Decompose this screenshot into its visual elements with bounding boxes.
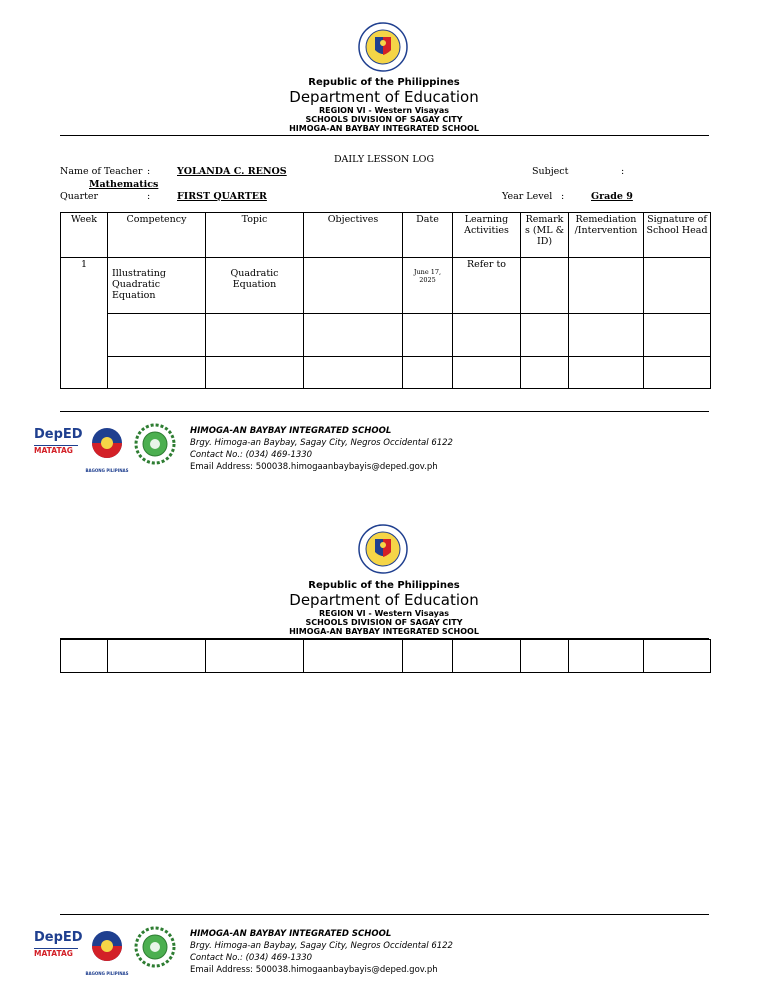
footer-email: Email Address: 500038.himogaanbaybayis@deped.gov.ph: [190, 965, 438, 975]
header-activities: Learning Activities: [453, 213, 521, 258]
region-text: REGION VI - Western Visayas: [319, 609, 449, 618]
cell-competency: Illustrating Quadratic Equation: [108, 258, 206, 314]
table-header-row: [61, 213, 711, 258]
table-row: [61, 314, 711, 357]
footer-info: [190, 928, 453, 976]
form-title: DAILY LESSON LOG: [333, 154, 435, 165]
footer-address: Brgy. Himoga-an Baybay, Sagay City, Negros Occidental 6122: [190, 941, 453, 951]
subject-value: Mathematics: [89, 179, 159, 190]
table-row: [61, 258, 711, 314]
department-text: Department of Education: [289, 591, 479, 609]
division-text: SCHOOLS DIVISION OF SAGAY CITY: [305, 618, 463, 627]
quarter-label: Quarter: [60, 191, 99, 202]
deped-seal-icon: [358, 524, 408, 574]
bagong-pilipinas-logo-icon: [86, 425, 128, 469]
header-rule: [60, 135, 709, 136]
footer-school: HIMOGA-AN BAYBAY INTEGRATED SCHOOL: [190, 929, 392, 939]
footer-address: Brgy. Himoga-an Baybay, Sagay City, Negros Occidental 6122: [190, 438, 453, 448]
teacher-colon: :: [147, 166, 151, 177]
bagong-pilipinas-text: BAGONG PILIPINAS: [85, 971, 129, 976]
republic-text: Republic of the Philippines: [308, 77, 460, 88]
cell-week: 1: [61, 258, 108, 389]
bagong-pilipinas-logo-icon: [86, 928, 128, 972]
subject-colon: :: [621, 166, 625, 177]
header-topic: Topic: [206, 213, 304, 258]
teacher-label: Name of Teacher: [60, 166, 143, 177]
region-text: REGION VI - Western Visayas: [319, 106, 449, 115]
deped-seal-icon: [358, 22, 408, 72]
republic-text: Republic of the Philippines: [308, 580, 460, 591]
footer-email: Email Address: 500038.himogaanbaybayis@deped.gov.ph: [190, 462, 438, 472]
header-competency: Competency: [108, 213, 206, 258]
department-text: Department of Education: [289, 88, 479, 106]
letterhead: [0, 580, 768, 636]
teacher-value: YOLANDA C. RENOS: [177, 166, 287, 177]
table-row: [61, 640, 711, 673]
subject-label: Subject: [532, 166, 569, 177]
cell-objectives: [304, 258, 403, 314]
deped-matatag-logo: DepED MATATAG: [34, 930, 83, 958]
cell-remarks: [521, 258, 569, 314]
cell-date: June 17, 2025: [403, 258, 453, 314]
school-seal-icon: [134, 925, 176, 969]
header-signature: Signature of School Head: [644, 213, 711, 258]
footer-contact: Contact No.: (034) 469-1330: [190, 450, 313, 460]
quarter-colon: :: [147, 191, 151, 202]
quarter-value: FIRST QUARTER: [177, 191, 267, 202]
table-row: [61, 357, 711, 389]
header-week: Week: [61, 213, 108, 258]
school-seal-icon: [134, 422, 176, 466]
footer-contact: Contact No.: (034) 469-1330: [190, 953, 313, 963]
deped-matatag-logo: DepED MATATAG: [34, 427, 83, 455]
header-date: Date: [403, 213, 453, 258]
header-remarks: Remark s (ML & ID): [521, 213, 569, 258]
year-label: Year Level: [502, 191, 553, 202]
cell-remediation: [569, 258, 644, 314]
cell-topic: Quadratic Equation: [206, 258, 304, 314]
footer-school: HIMOGA-AN BAYBAY INTEGRATED SCHOOL: [190, 426, 392, 436]
footer-rule: [60, 914, 709, 915]
letterhead: [0, 77, 768, 133]
year-value: Grade 9: [591, 191, 633, 202]
cell-activities: Refer to: [453, 258, 521, 314]
cell-signature: [644, 258, 711, 314]
bagong-pilipinas-text: BAGONG PILIPINAS: [85, 468, 129, 473]
footer-info: [190, 425, 453, 473]
footer-rule: [60, 411, 709, 412]
lesson-log-table: [60, 212, 711, 389]
school-text: HIMOGA-AN BAYBAY INTEGRATED SCHOOL: [289, 124, 479, 133]
year-colon: :: [561, 191, 565, 202]
division-text: SCHOOLS DIVISION OF SAGAY CITY: [305, 115, 463, 124]
header-remediation: Remediation /Intervention: [569, 213, 644, 258]
header-objectives: Objectives: [304, 213, 403, 258]
lesson-log-table-continued: [60, 639, 711, 673]
school-text: HIMOGA-AN BAYBAY INTEGRATED SCHOOL: [289, 627, 479, 636]
